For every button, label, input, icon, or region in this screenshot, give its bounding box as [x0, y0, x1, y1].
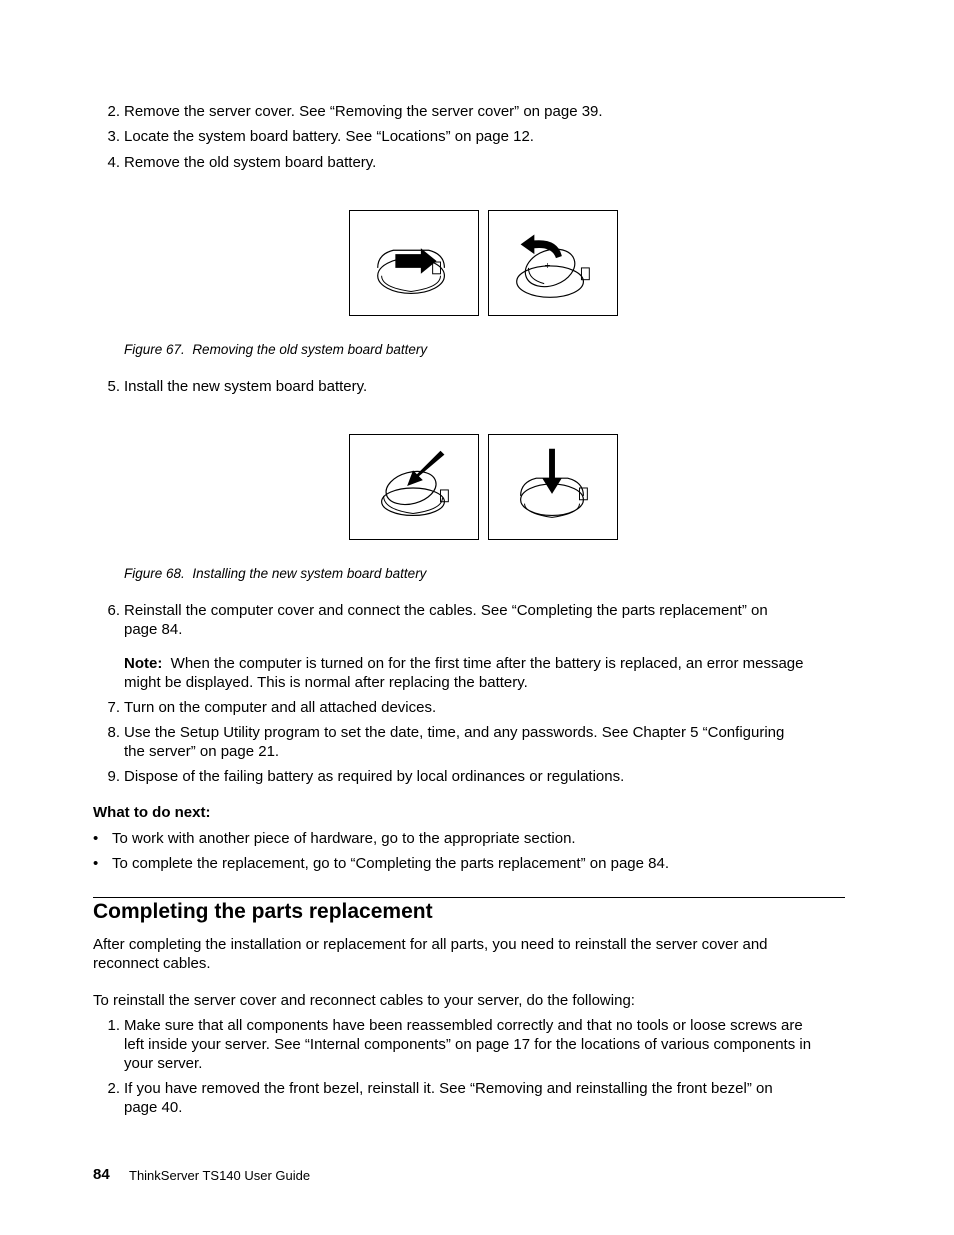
figure-67-caption: Figure 67. Removing the old system board battery: [124, 342, 428, 357]
figure-67-panel-2: [488, 210, 618, 316]
what-to-do-next-heading: What to do next:: [93, 804, 211, 821]
footer-page-number: 84: [93, 1166, 110, 1183]
footer-title: ThinkServer TS140 User Guide: [129, 1168, 311, 1183]
svg-text:+: +: [544, 260, 551, 270]
figure-68-caption: Figure 68. Installing the new system board battery: [124, 566, 427, 581]
figure-68-panel-1: [349, 434, 479, 540]
section-intro: After completing the installation or replacement for all parts, you need to reinstall the server cover and reconnect cables.: [93, 936, 768, 972]
section-lead: To reinstall the server cover and reconnect cables to your server, do the following:: [93, 992, 635, 1009]
section-title: Completing the parts replacement: [93, 900, 433, 923]
section-divider: [93, 897, 845, 898]
figure-68-panel-2: [488, 434, 618, 540]
figure-67-panel-1: [349, 210, 479, 316]
